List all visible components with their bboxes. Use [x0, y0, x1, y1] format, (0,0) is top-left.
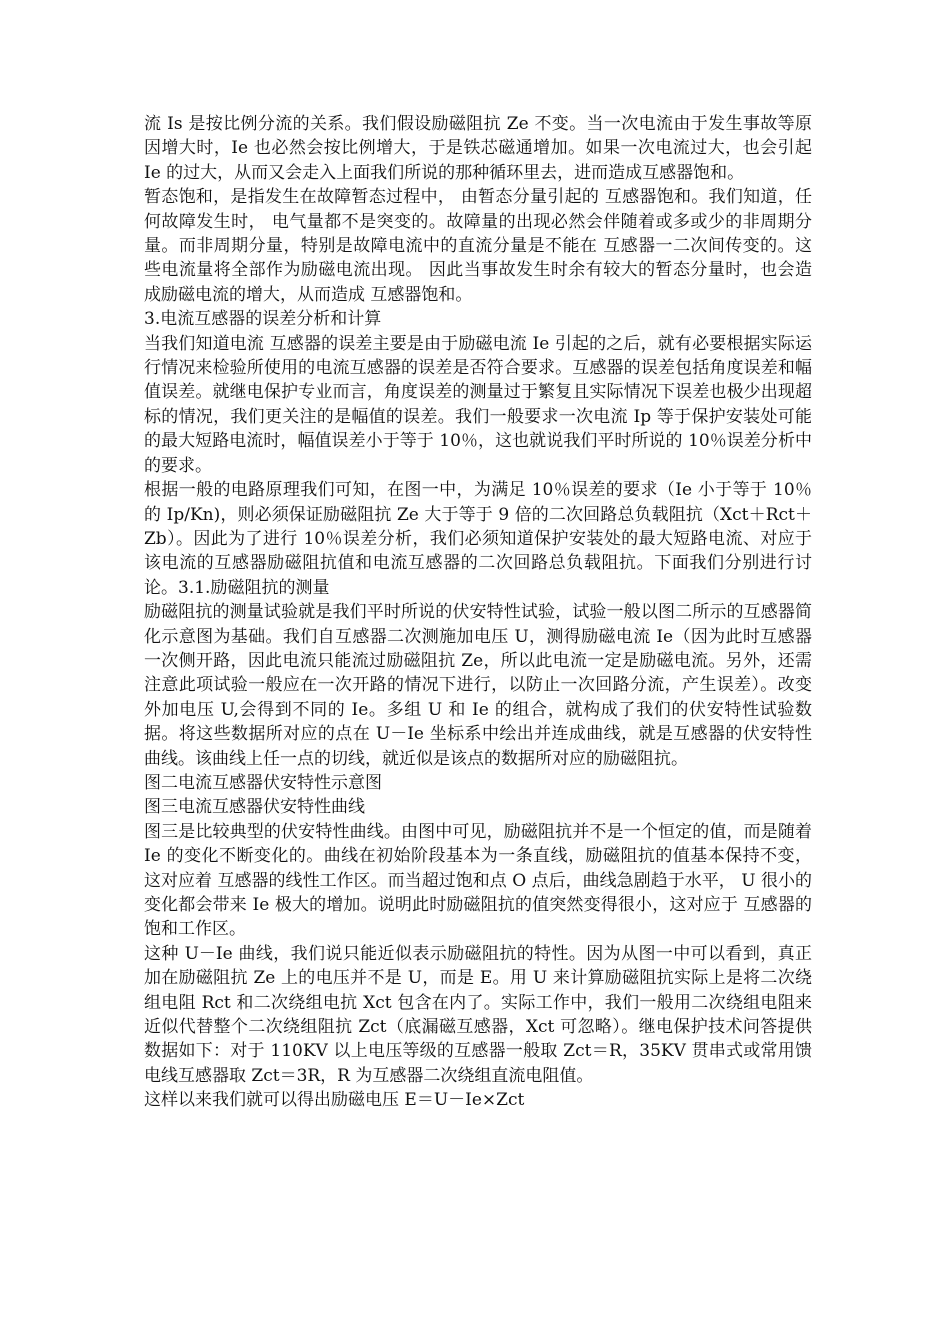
- paragraph-curve-description: 图三是比较典型的伏安特性曲线。由图中可见，励磁阻抗并不是一个恒定的值，而是随着 Ie 的变化不断变化的。曲线在初始阶段基本为一条直线，励磁阻抗的值基本保持不变，这对应着 互感器的线性工作区。而当超过饱和点 O 点后，曲线急剧趋于水平， U 很小的变化都会带来 Ie 极大的增加。说明此时励磁阻抗的值突然变得很小，这对应于 互感器的饱和工作区。: [144, 821, 812, 940]
- section-heading-error-analysis: 3.电流互感器的误差分析和计算: [144, 309, 382, 330]
- paragraph-excitation-voltage-formula: 这样以来我们就可以得出励磁电压 E＝U－Ie×Zct: [144, 1090, 525, 1111]
- figure-caption-2: 图二电流互感器伏安特性示意图: [144, 772, 382, 793]
- paragraph-saturation-transient: 暂态饱和，是指发生在故障暂态过程中， 由暂态分量引起的 互感器饱和。我们知道，任何故障发生时， 电气量都不是突变的。故障量的出现必然会伴随着或多或少的非周期分量。而非周期分量，特别是故障电流中的直流分量是不能在 互感器一二次间传变的。这些电流量将全部作为励磁电流出现。 因此当事故发生时余有较大的暂态分量时，也会造成励磁电流的增大，从而造成 互感器饱和。: [144, 187, 812, 305]
- paragraph-curve-approximation: 这种 U－Ie 曲线，我们说只能近似表示励磁阻抗的特性。因为从图一中可以看到，真正加在励磁阻抗 Ze 上的电压并不是 U，而是 E。用 U 来计算励磁阻抗实际上是将二次绕组电阻 Rct 和二次绕组电抗 Xct 包含在内了。实际工作中，我们一般用二次绕组电阻来近似代替整个二次绕组阻抗 Zct（底漏磁互感器，Xct 可忽略）。继电保护技术问答提供数据如下：对于 110KV 以上电压等级的互感器一般取 Zct＝R，35KV 贯串式或常用馈电线互感器取 Zct＝3R，R 为互感器二次绕组直流电阻值。: [144, 943, 812, 1086]
- paragraph-ten-percent-rule: 根据一般的电路原理我们可知，在图一中，为满足 10％误差的要求（Ie 小于等于 10％的 Ip/Kn)，则必须保证励磁阻抗 Ze 大于等于 9 倍的二次回路总负载阻抗（Xct＋Rct＋Zb）。因此为了进行 10％误差分析，我们必须知道保护安装处的最大短路电流、对应于该电流的互感器励磁阻抗值和电流互感器的二次回路总负载阻抗。下面我们分别进行讨论。3.1.励磁阻抗的测量: [144, 480, 812, 598]
- paragraph-saturation-steady: 流 Is 是按比例分流的关系。我们假设励磁阻抗 Ze 不变。当一次电流由于发生事故等原因增大时，Ie 也必然会按比例增大，于是铁芯磁通增加。如果一次电流过大，也会引起 Ie 的过大，从而又会走入上面我们所说的那种循环里去，进而造成互感器饱和。: [144, 114, 812, 183]
- paragraph-error-intro: 当我们知道电流 互感器的误差主要是由于励磁电流 Ie 引起的之后，就有必要根据实际运行情况来检验所使用的电流互感器的误差是否符合要求。互感器的误差包括角度误差和幅值误差。就继电保护专业而言，角度误差的测量过于繁复且实际情况下误差也极少出现超标的情况，我们更关注的是幅值的误差。我们一般要求一次电流 Ip 等于保护安装处可能的最大短路电流时，幅值误差小于等于 10％，这也就说我们平时所说的 10％误差分析中的要求。: [144, 333, 812, 476]
- document-body: [144, 112, 812, 1113]
- figure-caption-3: 图三电流互感器伏安特性曲线: [144, 797, 365, 818]
- paragraph-excitation-test: 励磁阻抗的测量试验就是我们平时所说的伏安特性试验，试验一般以图二所示的互感器简化示意图为基础。我们自互感器二次测施加电压 U，测得励磁电流 Ie（因为此时互感器一次侧开路，因此电流只能流过励磁阻抗 Ze，所以此电流一定是励磁电流。另外，还需注意此项试验一般应在一次开路的情况下进行，以防止一次回路分流，产生误差）。改变外加电压 U,会得到不同的 Ie。多组 U 和 Ie 的组合，就构成了我们的伏安特性试验数据。将这些数据所对应的点在 U－Ie 坐标系中绘出并连成曲线，就是互感器的伏安特性曲线。该曲线上任一点的切线，就近似是该点的数据所对应的励磁阻抗。: [144, 602, 812, 769]
